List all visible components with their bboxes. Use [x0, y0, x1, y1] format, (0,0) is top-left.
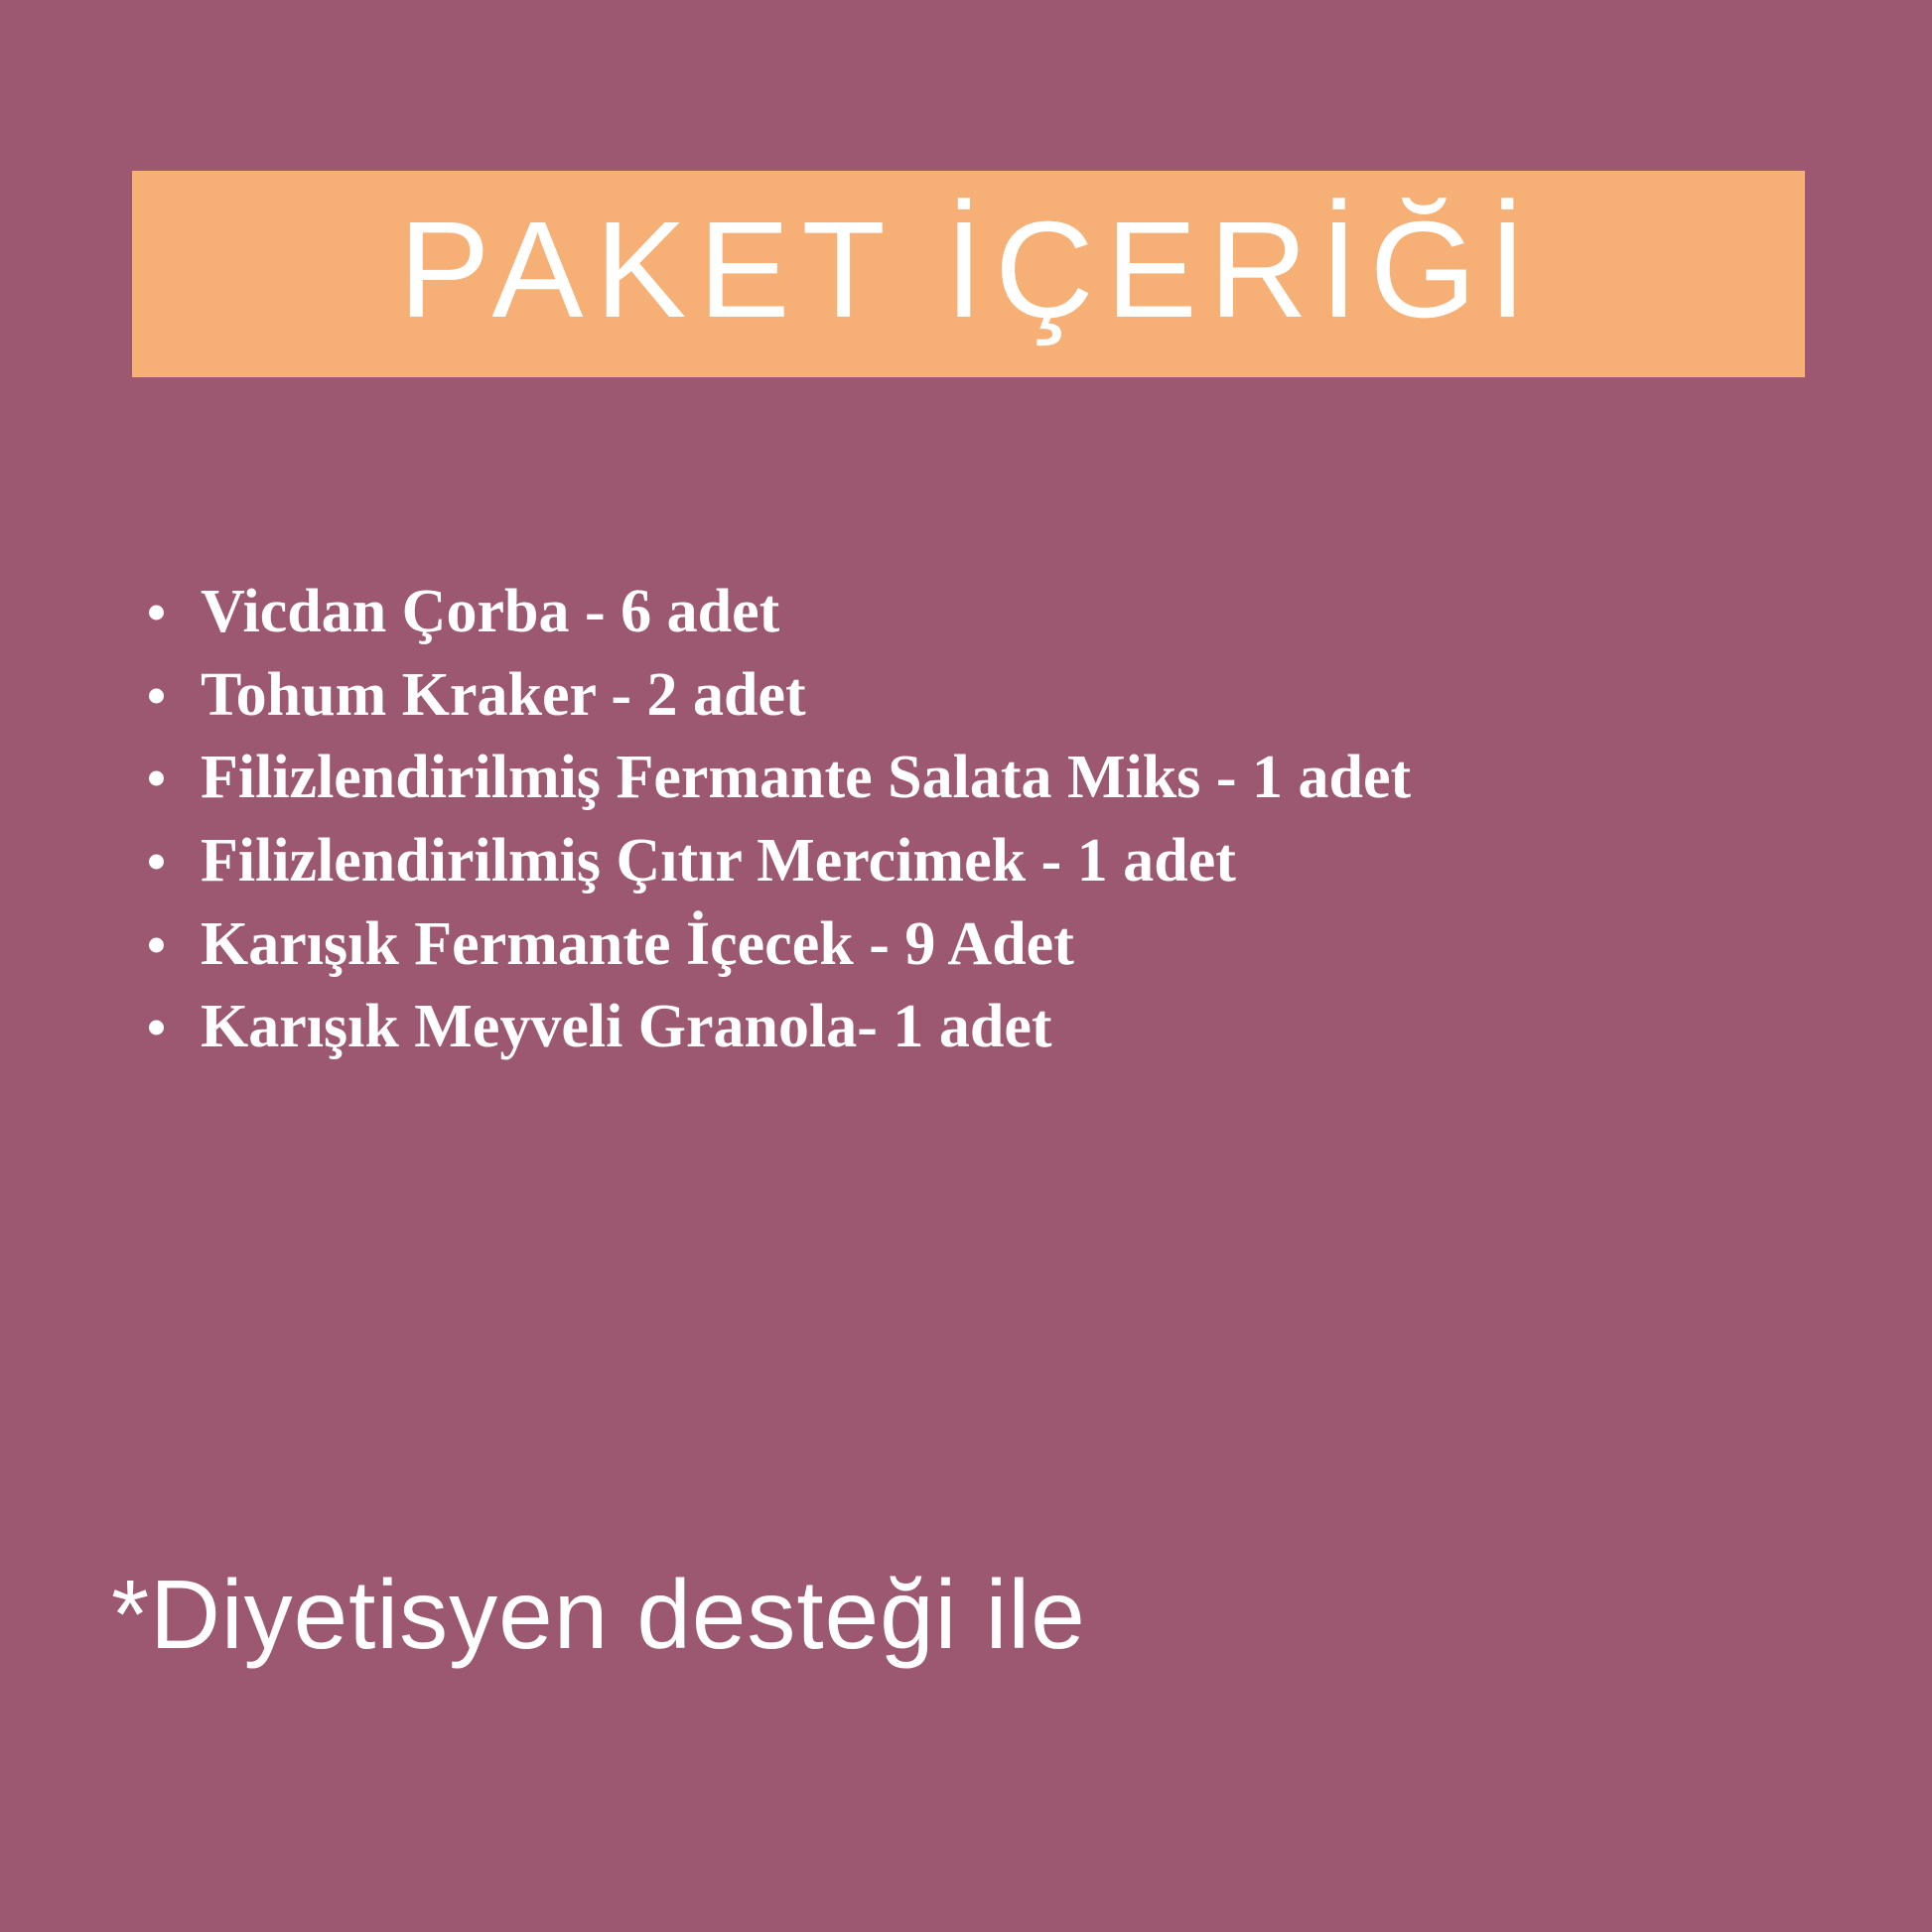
- title-banner: [132, 171, 1805, 377]
- page-title: PAKET İÇERİĞİ: [398, 194, 1539, 346]
- list-item-label: Filizlendirilmiş Çıtır Mercimek - 1 adet: [201, 827, 1236, 896]
- package-contents-list: [139, 571, 1827, 1069]
- bullet-icon: [149, 771, 164, 786]
- list-item: [139, 903, 1827, 987]
- bullet-icon: [149, 854, 164, 869]
- list-item: [139, 571, 1827, 654]
- list-item: [139, 986, 1827, 1069]
- footnote-text: *Diyetisyen desteği ile: [111, 1560, 1086, 1669]
- bullet-icon: [149, 688, 164, 703]
- list-item-label: Filizlendirilmiş Fermante Salata Miks - 1 adet: [201, 744, 1412, 812]
- bullet-icon: [149, 605, 164, 620]
- bullet-icon: [149, 1021, 164, 1035]
- list-item: [139, 654, 1827, 738]
- list-item-label: Karışık Fermante İçecek - 9 Adet: [201, 909, 1074, 978]
- list-item-label: Tohum Kraker - 2 adet: [201, 660, 806, 729]
- list-item-label: Vicdan Çorba - 6 adet: [201, 578, 780, 645]
- list-item: [139, 820, 1827, 903]
- list-item-label: Karışık Meyveli Granola- 1 adet: [201, 993, 1052, 1061]
- list-item: [139, 737, 1827, 820]
- bullet-icon: [149, 937, 164, 952]
